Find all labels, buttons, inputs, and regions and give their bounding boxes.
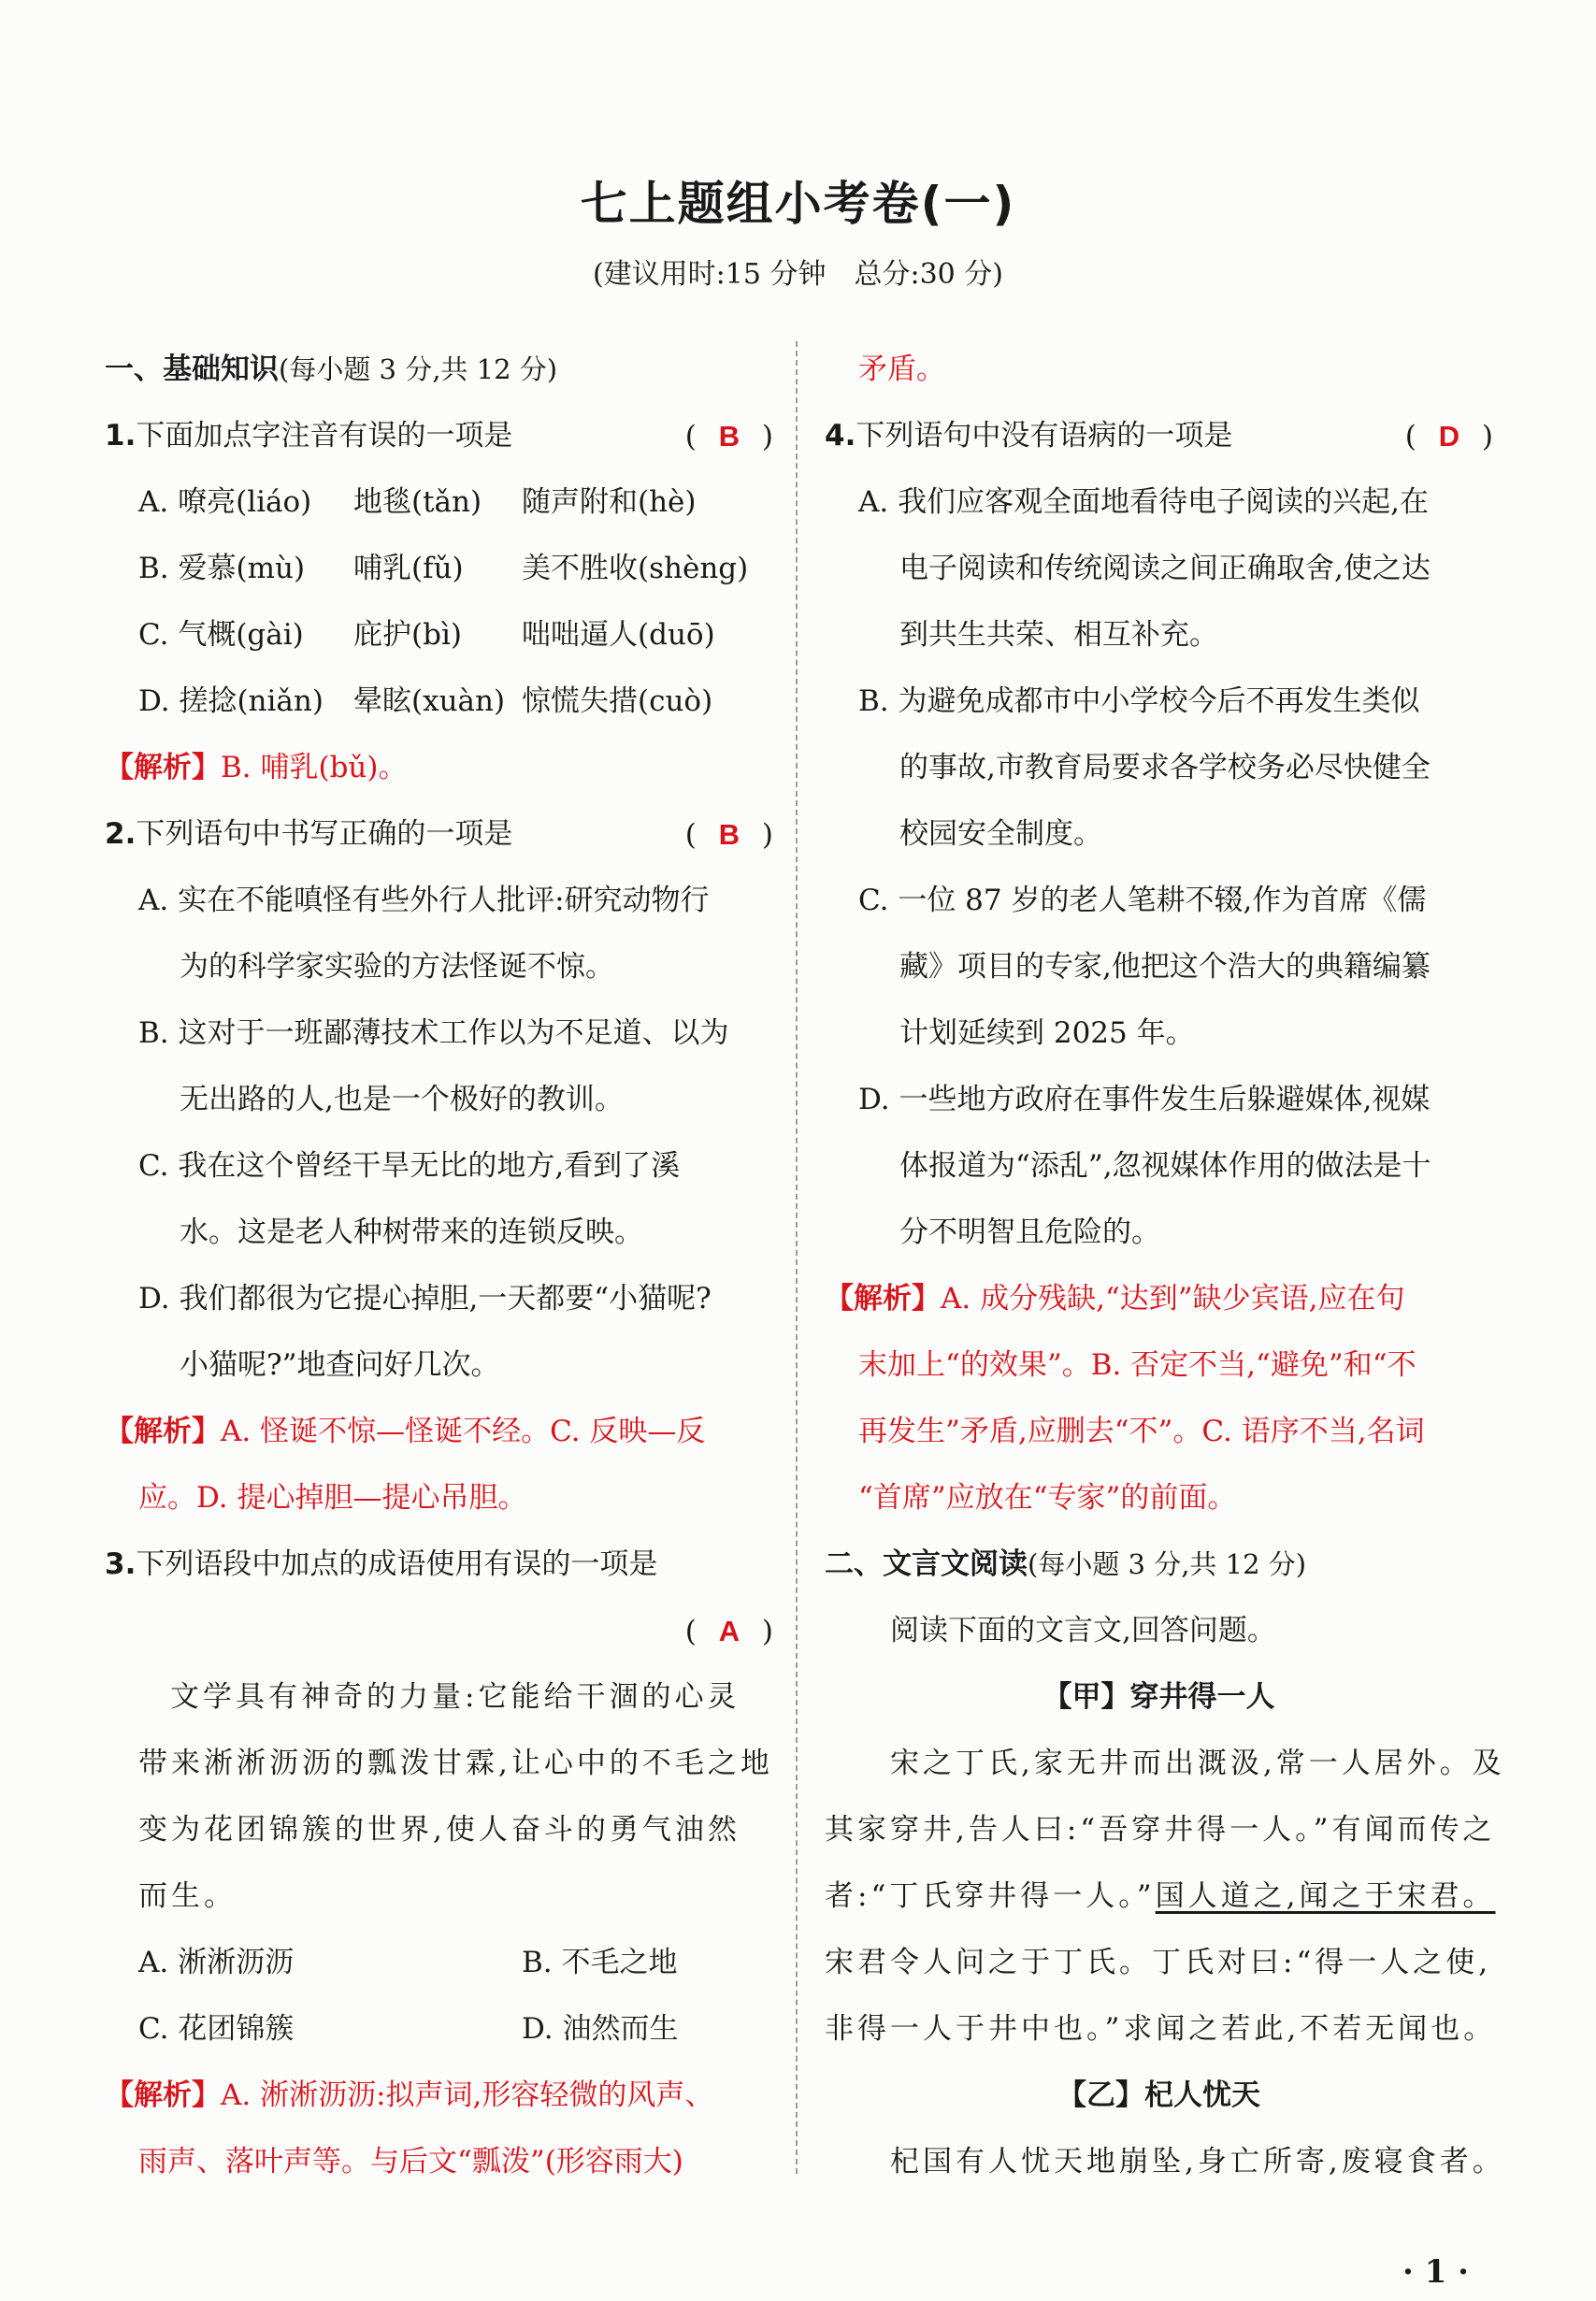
section-2-heading — [825, 1532, 1493, 1598]
page-subtitle: (建议用时:15 分钟 总分:30 分) — [592, 258, 1004, 291]
passage-yi-title: 【乙】杞人忧天 — [1057, 2078, 1260, 2112]
passage-line: 而生。 — [138, 1879, 237, 1913]
section-2-title: 二、文言文阅读 — [825, 1547, 1028, 1581]
analysis-tag: 【解析】 — [105, 2078, 221, 2112]
left-column — [105, 337, 773, 2195]
option-line: 无出路的人,也是一个极好的教训。 — [180, 1083, 624, 1116]
analysis-text: A. 怪诞不惊—怪诞不经。C. 反映—反 — [221, 1415, 706, 1448]
option-item: 随声附和(hè) — [522, 485, 697, 519]
page-number: · 1 · — [1402, 2253, 1470, 2291]
passage-text: 者:“丁氏穿井得一人。” — [825, 1879, 1156, 1913]
option-item: 咄咄逼人(duō) — [522, 618, 715, 652]
option-line: 计划延续到 2025 年。 — [899, 1016, 1195, 1050]
analysis-line — [105, 2063, 773, 2129]
option-line: B. 为避免成都市中小学校今后不再发生类似 — [858, 684, 1420, 718]
question-4-stem — [825, 403, 1493, 469]
section-1-title: 一、基础知识 — [105, 352, 279, 386]
question-number: 3. — [105, 1547, 137, 1581]
passage-line: 宋君令人问之于丁氏。丁氏对曰:“得一人之使, — [825, 1946, 1492, 1979]
question-number: 4. — [825, 419, 856, 453]
option-line: C. 我在这个曾经干旱无比的地方,看到了溪 — [138, 1149, 681, 1183]
question-text: 下列语段中加点的成语使用有误的一项是 — [136, 1547, 658, 1581]
option-item: A. 嘹亮(liáo) — [138, 485, 312, 519]
option-line: 校园安全制度。 — [899, 817, 1102, 851]
analysis-tag: 【解析】 — [105, 751, 221, 784]
analysis-line: 雨声、落叶声等。与后文“瓢泼”(形容雨大) — [138, 2145, 683, 2179]
question-1-stem — [105, 403, 773, 469]
option-item: D. 搓捻(niǎn) — [138, 684, 324, 718]
option-line: A. 实在不能嗔怪有些外行人批评:研究动物行 — [138, 884, 710, 917]
page-title: 七上题组小考卷(一) — [580, 177, 1016, 231]
option-row — [105, 602, 773, 669]
option-item: A. 淅淅沥沥 — [138, 1946, 295, 1979]
analysis-line — [105, 735, 773, 801]
option-item: D. 油然而生 — [522, 2012, 679, 2046]
option-line: 的事故,市教育局要求各学校务必尽快健全 — [899, 751, 1431, 784]
question-3-stem — [105, 1532, 773, 1598]
analysis-line — [825, 1266, 1493, 1332]
section-1-heading — [105, 337, 773, 403]
option-line: 小猫呢?”地查问好几次。 — [180, 1348, 500, 1382]
passage-line — [825, 1863, 1496, 1930]
option-line: 藏》项目的专家,他把这个浩大的典籍编纂 — [899, 950, 1431, 984]
passage-line: 宋之丁氏,家无井而出溉汲,常一人居外。及 — [890, 1747, 1505, 1780]
option-line: 到共生共荣、相互补充。 — [899, 618, 1218, 652]
option-row — [105, 1996, 773, 2063]
analysis-tag: 【解析】 — [825, 1282, 941, 1316]
question-2-stem — [105, 801, 773, 868]
right-column — [825, 337, 1505, 2195]
reading-instruction: 阅读下面的文言文,回答问题。 — [890, 1614, 1276, 1647]
option-line: 水。这是老人种树带来的连锁反映。 — [180, 1215, 643, 1249]
option-item: 庇护(bì) — [353, 618, 462, 652]
option-line: 体报道为“添乱”,忽视媒体作用的做法是十 — [899, 1149, 1431, 1183]
option-line: D. 我们都很为它提心掉胆,一天都要“小猫呢? — [138, 1282, 712, 1316]
option-line: D. 一些地方政府在事件发生后躲避媒体,视媒 — [858, 1083, 1431, 1116]
analysis-line: 末加上“的效果”。B. 否定不当,“避免”和“不 — [858, 1348, 1416, 1382]
option-line: B. 这对于一班鄙薄技术工作以为不足道、以为 — [138, 1016, 729, 1050]
answer-box: ( B ) — [685, 403, 773, 470]
option-item: 地毯(tǎn) — [353, 485, 482, 519]
option-item: 美不胜收(shèng) — [522, 552, 749, 585]
question-number: 2. — [105, 817, 137, 851]
answer-box: ( B ) — [685, 801, 773, 869]
option-item: B. 不毛之地 — [522, 1946, 678, 1979]
underlined-sentence: 国人道之,闻之于宋君。 — [1155, 1879, 1496, 1913]
answer-letter: A — [718, 1615, 740, 1647]
passage-line: 文学具有神奇的力量:它能给干涸的心灵 — [170, 1680, 740, 1714]
option-line: 为的科学家实验的方法怪诞不惊。 — [180, 950, 614, 984]
option-line: 分不明智且危险的。 — [899, 1215, 1160, 1249]
analysis-continuation: 矛盾。 — [858, 352, 945, 386]
answer-letter: B — [718, 818, 740, 851]
option-item: 惊慌失措(cuò) — [522, 684, 713, 718]
option-line: 电子阅读和传统阅读之间正确取舍,使之达 — [899, 552, 1431, 585]
option-line: A. 我们应客观全面地看待电子阅读的兴起,在 — [858, 485, 1429, 519]
answer-letter: D — [1438, 420, 1460, 453]
analysis-line: “首席”应放在“专家”的前面。 — [858, 1481, 1237, 1515]
option-item: 晕眩(xuàn) — [353, 684, 506, 718]
analysis-text: B. 哺乳(bǔ)。 — [221, 751, 408, 784]
option-line: C. 一位 87 岁的老人笔耕不辍,作为首席《儒 — [858, 884, 1427, 917]
passage-line: 变为花团锦簇的世界,使人奋斗的勇气油然 — [138, 1813, 740, 1847]
section-1-note: (每小题 3 分,共 12 分) — [279, 353, 558, 385]
answer-box: ( D ) — [1405, 403, 1493, 470]
analysis-tag: 【解析】 — [105, 1415, 221, 1448]
question-number: 1. — [105, 419, 137, 453]
answer-letter: B — [718, 420, 740, 453]
question-text: 下面加点字注音有误的一项是 — [136, 419, 513, 453]
option-item: C. 气概(gài) — [138, 618, 304, 652]
option-row — [105, 669, 773, 735]
analysis-text: A. 成分残缺,“达到”缺少宾语,应在句 — [941, 1282, 1405, 1316]
analysis-text: A. 淅淅沥沥:拟声词,形容轻微的风声、 — [221, 2078, 714, 2112]
section-2-note: (每小题 3 分,共 12 分) — [1028, 1548, 1307, 1580]
option-item: B. 爱慕(mù) — [138, 552, 306, 585]
option-row — [105, 1930, 773, 1996]
option-row — [105, 469, 773, 536]
analysis-line: 应。D. 提心掉胆—提心吊胆。 — [138, 1481, 527, 1515]
passage-line: 杞国有人忧天地崩坠,身亡所寄,废寝食者。 — [890, 2145, 1505, 2179]
analysis-line — [105, 1399, 773, 1465]
passage-line: 非得一人于井中也。”求闻之若此,不若无闻也。 — [825, 2012, 1497, 2046]
answer-row — [105, 1598, 773, 1664]
analysis-line: 再发生”矛盾,应删去“不”。C. 语序不当,名词 — [858, 1415, 1425, 1448]
option-item: C. 花团锦簇 — [138, 2012, 295, 2046]
column-divider — [796, 341, 798, 2174]
option-row — [105, 536, 773, 602]
question-text: 下列语句中没有语病的一项是 — [856, 419, 1233, 453]
passage-jia-title: 【甲】穿井得一人 — [1042, 1680, 1275, 1714]
passage-line: 其家穿井,告人曰:“吾穿井得一人。”有闻而传之 — [825, 1813, 1496, 1847]
answer-box: ( A ) — [685, 1598, 773, 1665]
passage-line: 带来淅淅沥沥的瓢泼甘霖,让心中的不毛之地 — [138, 1747, 773, 1780]
option-item: 哺乳(fǔ) — [353, 552, 464, 585]
question-text: 下列语句中书写正确的一项是 — [136, 817, 513, 851]
